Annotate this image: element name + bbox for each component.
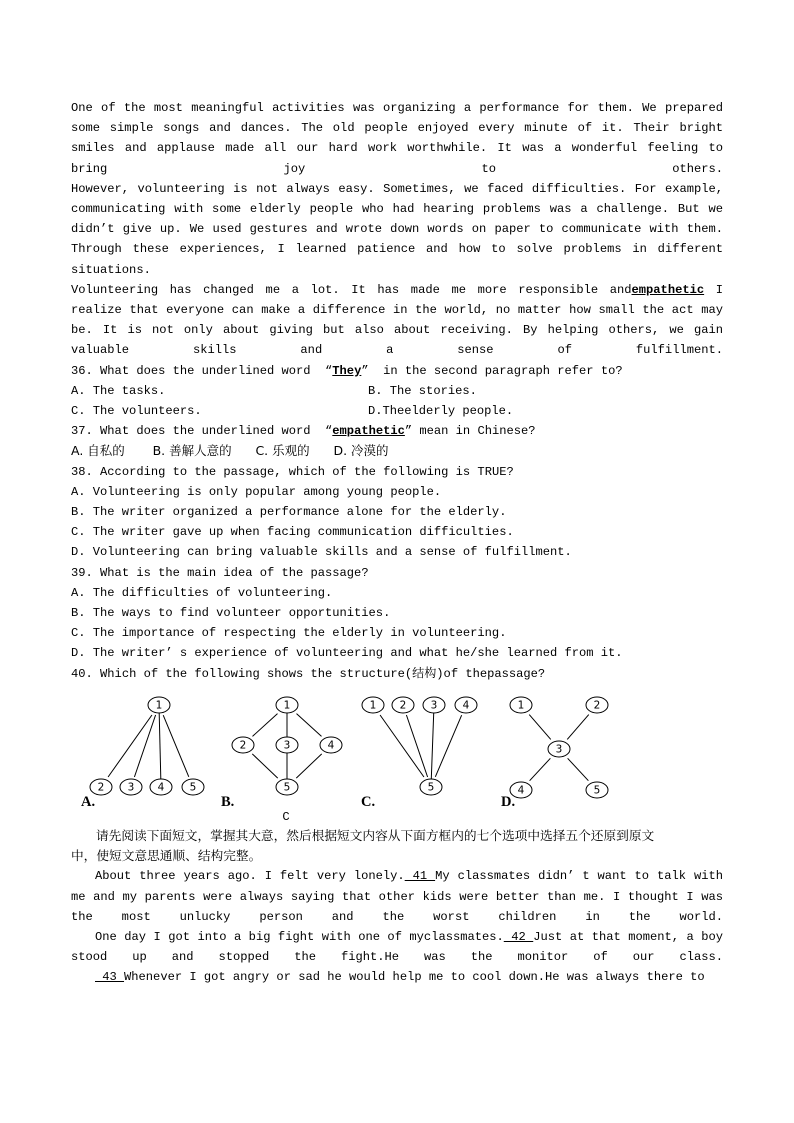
question-37-stem-before: What does the underlined word “ bbox=[100, 424, 333, 439]
diagram-edge bbox=[431, 713, 433, 779]
question-37-stem bbox=[71, 421, 723, 441]
diagram-node-label: 5 bbox=[427, 781, 435, 794]
question-37-stem-after: ” mean in Chinese? bbox=[404, 424, 536, 439]
question-40-stem bbox=[71, 664, 723, 684]
passage-paragraph-1-text: One of the most meaningful activities was organizing a performance for them. We prepared some simple songs and dances. The old people enjoyed every minute of it. Their bright smiles and applause made all our hard work worthwhile. It was a wonderful feeling to bring joy to others. bbox=[71, 101, 723, 176]
diagram-label-d: D. bbox=[501, 793, 516, 810]
underlined-word-empathetic-question: empathetic bbox=[332, 424, 405, 439]
cloze-blank-42[interactable]: 42 bbox=[503, 929, 534, 944]
diagram-node-label: 3 bbox=[555, 743, 563, 756]
question-38-stem bbox=[71, 462, 723, 482]
underlined-word-empathetic: empathetic bbox=[631, 282, 705, 297]
cloze-instruction-line-2: 中，使短文意思通顺、结构完整。 bbox=[71, 848, 262, 864]
diagram-option-d[interactable] bbox=[499, 687, 649, 809]
cloze-p1-seg2: My classmates didn’ t want to talk with me and my parents were always saying that other kids were better than me. I thought I was the most unlucky person and the worst children in the world. bbox=[71, 869, 724, 924]
question-37-number: 37. bbox=[71, 424, 93, 439]
question-36-stem bbox=[71, 361, 723, 381]
passage-paragraph-2-text: However, volunteering is not always easy. Sometimes, we faced difficulties. For example, communicating with some elderly people who had hearing problems was a challenge. But we didn’t give up. We used gestures and wrote down words on paper to communicate with them. Through these experiences, I learned patience and how to solve problems in different situations. bbox=[71, 181, 723, 277]
diagram-graphic-a bbox=[79, 687, 229, 809]
diagram-edge bbox=[159, 713, 161, 779]
diagram-option-c[interactable] bbox=[359, 687, 509, 809]
diagram-edge bbox=[252, 754, 277, 778]
diagram-node-label: 4 bbox=[327, 739, 335, 752]
diagram-node-label: 3 bbox=[430, 699, 438, 712]
question-36-number: 36. bbox=[71, 363, 93, 378]
diagram-node-label: 1 bbox=[283, 699, 291, 712]
diagram-edge bbox=[435, 715, 461, 777]
cloze-paragraph-1 bbox=[71, 866, 723, 927]
option-39-c[interactable]: C. The importance of respecting the elderly in volunteering. bbox=[71, 626, 507, 641]
diagram-node-label: 4 bbox=[462, 699, 470, 712]
diagram-option-a[interactable] bbox=[79, 687, 229, 809]
diagram-node-label: 1 bbox=[517, 699, 525, 712]
passage-paragraph-3 bbox=[71, 280, 723, 361]
document-content bbox=[71, 98, 723, 988]
option-39-b[interactable]: B. The ways to find volunteer opportunities. bbox=[71, 606, 391, 621]
cloze-p3-seg2: Whenever I got angry or sad he would help me to cool down.He was always there to bbox=[124, 970, 705, 985]
diagram-node-label: 3 bbox=[127, 781, 135, 794]
diagram-edge bbox=[253, 714, 278, 737]
cloze-paragraph-2 bbox=[71, 927, 723, 967]
cloze-blank-43[interactable]: 43 bbox=[95, 970, 125, 985]
diagram-label-b: B. bbox=[221, 793, 235, 810]
diagram-edge bbox=[567, 714, 589, 739]
cloze-instruction-line-1: 请先阅读下面短文，掌握其大意，然后根据短文内容从下面方框内的七个选项中选择五个还原到原文 bbox=[96, 827, 655, 843]
passage-paragraph-2 bbox=[71, 179, 723, 280]
diagram-edge bbox=[530, 758, 551, 780]
question-39-stem-text: What is the main idea of the passage? bbox=[100, 565, 369, 580]
passage-paragraph-1 bbox=[71, 98, 723, 179]
diagram-edge bbox=[297, 714, 322, 737]
option-38-a[interactable]: A. Volunteering is only popular among young people. bbox=[71, 484, 442, 499]
option-38-c[interactable]: C. The writer gave up when facing communication difficulties. bbox=[71, 525, 514, 540]
diagram-graphic-b bbox=[219, 687, 369, 809]
diagram-graphic-c bbox=[359, 687, 509, 809]
question-37-options[interactable]: A. 自私的 B. 善解人意的 C. 乐观的 D. 冷漠的 bbox=[71, 443, 389, 459]
cloze-p1-seg1: About three years ago. I felt very lonely. bbox=[95, 869, 405, 884]
diagram-edge bbox=[529, 714, 551, 739]
diagram-node-label: 4 bbox=[517, 784, 525, 797]
option-36-b[interactable]: B. The stories. bbox=[368, 383, 477, 398]
diagram-label-c: C. bbox=[361, 793, 376, 810]
diagram-node-label: 5 bbox=[189, 781, 197, 794]
cloze-p2-seg1: One day I got into a big fight with one of myclassmates. bbox=[95, 929, 504, 944]
diagram-node-label: 2 bbox=[593, 699, 601, 712]
question-36-option-row-1 bbox=[71, 381, 723, 401]
question-40-number: 40. bbox=[71, 666, 93, 681]
option-39-d[interactable]: D. The writer’ s experience of volunteering and what he/she learned from it. bbox=[71, 646, 623, 661]
passage-paragraph-3-before: Volunteering has changed me a lot. It has made me more responsible and bbox=[71, 282, 632, 297]
diagram-label-a: A. bbox=[81, 793, 96, 810]
diagram-edge bbox=[163, 715, 189, 777]
question-40-stem-text: Which of the following shows the structure(结构)of thepassage? bbox=[100, 666, 546, 681]
question-38-stem-text: According to the passage, which of the following is TRUE? bbox=[100, 464, 514, 479]
diagram-node-label: 2 bbox=[399, 699, 407, 712]
option-36-c[interactable]: C. The volunteers. bbox=[71, 404, 202, 419]
diagram-node-label: 5 bbox=[593, 784, 601, 797]
question-38-number: 38. bbox=[71, 464, 93, 479]
option-39-a[interactable]: A. The difficulties of volunteering. bbox=[71, 585, 333, 600]
question-39-number: 39. bbox=[71, 565, 93, 580]
passage-paragraph-3-after: I realize that everyone can make a difference in the world, no matter how small the act may be. It is not only about giving but also about receiving. By helping others, we gain valuable skills and a sense of fulfillment. bbox=[71, 282, 723, 358]
option-36-a[interactable]: A. The tasks. bbox=[71, 383, 166, 398]
diagram-node-label: 5 bbox=[283, 781, 291, 794]
diagram-option-b[interactable] bbox=[219, 687, 369, 809]
marked-answer: C bbox=[282, 809, 290, 824]
diagram-node-label: 1 bbox=[155, 699, 163, 712]
question-36-stem-before: What does the underlined word “ bbox=[100, 363, 333, 378]
diagram-node-label: 2 bbox=[239, 739, 247, 752]
option-38-b[interactable]: B. The writer organized a performance alone for the elderly. bbox=[71, 505, 507, 520]
question-36-stem-after: ” in the second paragraph refer to? bbox=[361, 363, 623, 378]
diagram-node-label: 2 bbox=[97, 781, 105, 794]
cloze-p2-seg2: Just at that moment, a boy stood up and stopped the fight.He was the monitor of our class. bbox=[71, 929, 723, 965]
option-36-d[interactable]: D.Theelderly people. bbox=[368, 404, 514, 419]
cloze-paragraph-3 bbox=[71, 967, 723, 987]
diagram-edge bbox=[296, 754, 321, 778]
question-39-stem bbox=[71, 563, 723, 583]
diagram-edge bbox=[568, 758, 589, 780]
diagram-graphic-d bbox=[499, 687, 649, 809]
diagram-node-label: 1 bbox=[369, 699, 377, 712]
option-38-d[interactable]: D. Volunteering can bring valuable skills and a sense of fulfillment. bbox=[71, 545, 572, 560]
diagram-node-label: 4 bbox=[157, 781, 165, 794]
question-40-diagram-options bbox=[71, 687, 723, 809]
question-36-option-row-2 bbox=[71, 401, 723, 421]
diagram-node-label: 3 bbox=[283, 739, 291, 752]
cloze-blank-41[interactable]: 41 bbox=[404, 869, 436, 884]
underlined-word-they: They bbox=[332, 363, 362, 378]
